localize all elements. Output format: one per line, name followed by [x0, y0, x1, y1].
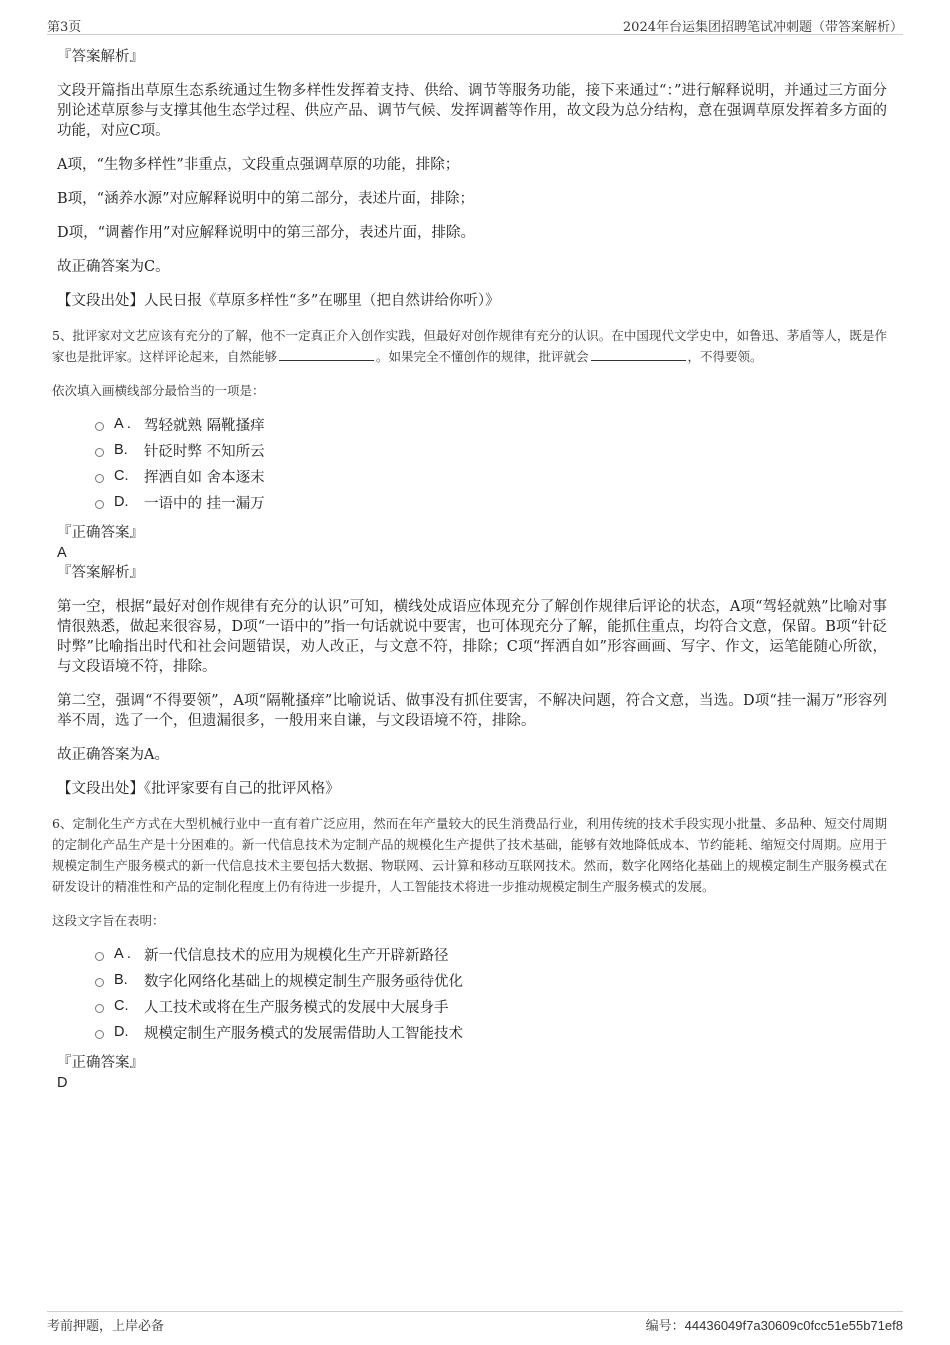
q4-analysis-option-a: A项，“生物多样性”非重点，文段重点强调草原的功能，排除；: [57, 157, 460, 173]
document-title: 2024年台运集团招聘笔试冲刺题（带答案解析）: [622, 20, 903, 35]
option-text: 一语中的 挂一漏万: [144, 495, 265, 512]
q5-prompt: 依次填入画横线部分最恰当的一项是：: [52, 383, 265, 398]
option-letter: D.: [114, 1024, 129, 1040]
option-text: 挥洒自如 舍本逐末: [144, 469, 265, 486]
q6-option-a[interactable]: [95, 941, 887, 967]
radio-icon[interactable]: [95, 978, 104, 987]
q5-option-a[interactable]: [95, 411, 887, 437]
option-text: 新一代信息技术的应用为规模化生产开辟新路径: [144, 947, 449, 964]
radio-icon[interactable]: [95, 500, 104, 509]
page-footer: [47, 1311, 903, 1334]
q4-analysis-label: 『答案解析』: [57, 49, 144, 65]
q5-options: [95, 411, 887, 515]
radio-icon[interactable]: [95, 1004, 104, 1013]
q4-conclusion: 故正确答案为C。: [57, 259, 170, 275]
q5-analysis-paragraph-2: 第二空，强调“不得要领”，A项“隔靴搔痒”比喻说话、做事没有抓住要害，不解决问题，符合文意，当选。D项“挂一漏万”形容列举不周，选了一个，但遗漏很多，一般用来自谦，与文段语境不符，排除。: [57, 693, 887, 729]
option-text: 人工技术或将在生产服务模式的发展中大展身手: [144, 999, 449, 1016]
option-text: 针砭时弊 不知所云: [144, 443, 265, 460]
q5-source: 【文段出处】《批评家要有自己的批评风格》: [57, 781, 340, 797]
option-letter: B.: [114, 972, 128, 988]
q6-option-b[interactable]: [95, 967, 887, 993]
option-letter: C.: [114, 998, 129, 1014]
page-header: [47, 14, 903, 35]
q5-option-d[interactable]: [95, 489, 887, 515]
q6-answer-label: 『正确答案』: [57, 1055, 144, 1071]
radio-icon[interactable]: [95, 448, 104, 457]
q6-stem: 6、定制化生产方式在大型机械行业中一直有着广泛应用，然而在年产量较大的民生消费品行业，利用传统的技术手段实现小批量、多品种、短交付周期的定制化产品生产是十分困难的。新一代信息技术为定制产品的规模化生产提供了技术基础，能够有效地降低成本、节约能耗、缩短交付周期。应用于规模定制生产服务模式的新一代信息技术主要包括大数据、物联网、云计算和移动互联网技术。然而，数字化网络化基础上的规模定制生产服务模式在研发设计的精准性和产品的定制化程度上仍有待进一步提升，人工智能技术将进一步推动规模定制生产服务模式的发展。: [52, 816, 887, 894]
q4-analysis-option-b: B项，“涵养水源”对应解释说明中的第二部分，表述片面，排除；: [57, 191, 474, 207]
radio-icon[interactable]: [95, 422, 104, 431]
option-text: 规模定制生产服务模式的发展需借助人工智能技术: [144, 1025, 463, 1042]
document-body: [52, 47, 887, 1093]
radio-icon[interactable]: [95, 474, 104, 483]
q5-option-c[interactable]: [95, 463, 887, 489]
document-code: 编号：44436049f7a30609c0fcc51e55b71ef8: [645, 1318, 903, 1334]
q4-source: 【文段出处】人民日报《草原多样性“多”在哪里（把自然讲给你听）》: [57, 293, 500, 309]
option-letter: B.: [114, 442, 128, 458]
q6-options: [95, 941, 887, 1045]
option-text: 数字化网络化基础上的规模定制生产服务亟待优化: [144, 973, 463, 990]
q4-analysis-paragraph: 文段开篇指出草原生态系统通过生物多样性发挥着支持、供给、调节等服务功能，接下来通过“：”进行解释说明，并通过三方面分别论述草原参与支撑其他生态学过程、供应产品、调节气候、发挥调蓄等作用，故文段为总分结构，意在强调草原发挥着多方面的功能，对应C项。: [57, 83, 887, 139]
option-text: 驾轻就熟 隔靴搔痒: [144, 417, 265, 434]
q5-answer: A: [57, 545, 67, 561]
option-letter: A .: [114, 946, 131, 962]
q5-blank-1: [279, 348, 374, 361]
q5-answer-label: 『正确答案』: [57, 525, 144, 541]
q6-option-d[interactable]: [95, 1019, 887, 1045]
q5-analysis-label: 『答案解析』: [57, 565, 144, 581]
q5-blank-2: [591, 348, 686, 361]
radio-icon[interactable]: [95, 952, 104, 961]
q4-analysis-option-d: D项，“调蓄作用”对应解释说明中的第三部分，表述片面，排除。: [57, 225, 475, 241]
q6-option-c[interactable]: [95, 993, 887, 1019]
option-letter: C.: [114, 468, 129, 484]
q6-prompt: 这段文字旨在表明：: [52, 913, 165, 928]
q5-analysis-paragraph-1: 第一空，根据“最好对创作规律有充分的认识”可知，横线处成语应体现充分了解创作规律后评论的状态，A项“驾轻就熟”比喻对事情很熟悉，做起来很容易，D项“一语中的”指一句话就说中要害，也可体现充分了解，能抓住重点，均符合文意，保留。B项“针砭时弊”比喻指出时代和社会问题错误，劝人改正，与文意不符，排除；C项“挥洒自如”形容画画、写字、作文，运笔能随心所欲，与文段语境不符，排除。: [57, 599, 887, 675]
q6-answer: D: [57, 1075, 68, 1091]
q5-conclusion: 故正确答案为A。: [57, 747, 169, 763]
option-letter: A .: [114, 416, 131, 432]
q5-stem: 5、批评家对文艺应该有充分的了解，他不一定真正介入创作实践，但最好对创作规律有充分的认识。在中国现代文学史中，如鲁迅、茅盾等人，既是作家也是批评家。这样评论起来，自然能够 。如果完全不懂创作的规律，批评就会 ，不得要领。: [52, 328, 887, 364]
footer-slogan: 考前押题，上岸必备: [47, 1319, 165, 1334]
radio-icon[interactable]: [95, 1030, 104, 1039]
q5-option-b[interactable]: [95, 437, 887, 463]
page-number: 第3页: [47, 20, 82, 35]
option-letter: D.: [114, 494, 129, 510]
